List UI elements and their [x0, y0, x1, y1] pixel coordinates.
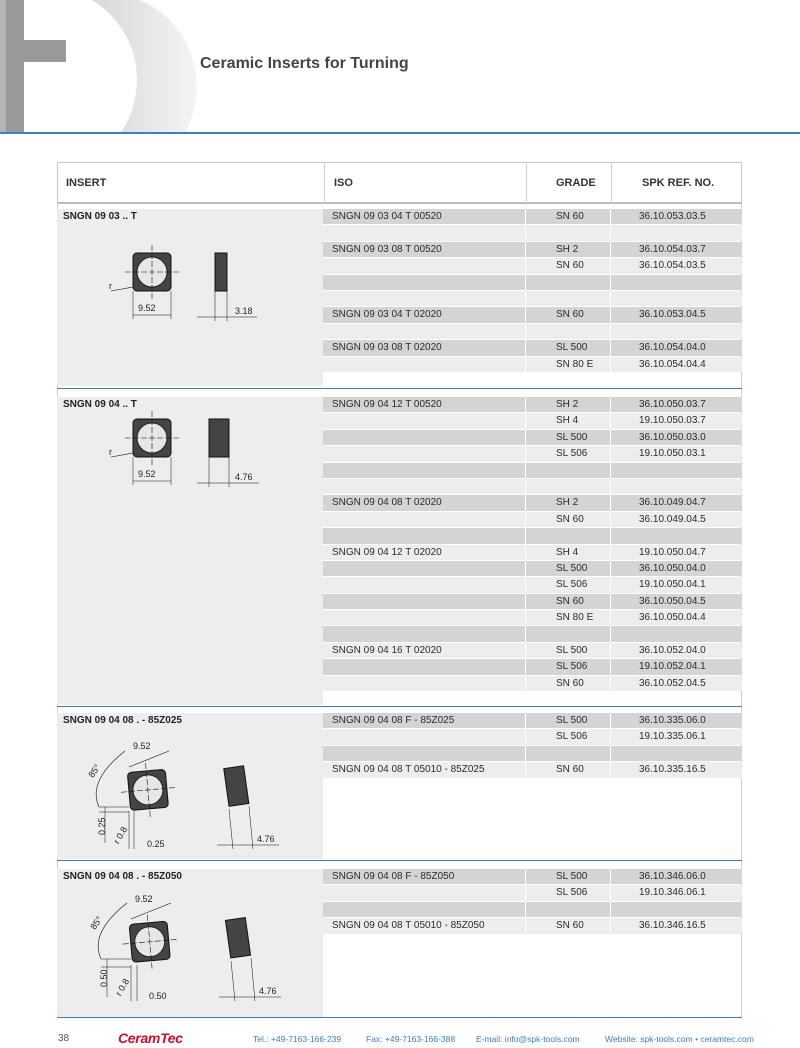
table-row	[323, 307, 742, 323]
insert-rows	[323, 397, 742, 692]
table-row	[323, 463, 742, 479]
iso-cell	[323, 610, 525, 625]
table-row	[323, 918, 742, 934]
ref-cell: 36.10.049.04.7	[611, 495, 742, 510]
chamfer-width-label: 0.50	[149, 991, 167, 1001]
table-row	[323, 397, 742, 413]
table-row	[323, 902, 742, 918]
chamfer-label: 0.50	[99, 969, 109, 987]
grade-cell: SH 4	[526, 413, 610, 428]
grade-cell: SL 506	[526, 577, 610, 592]
table-row	[323, 729, 742, 745]
ref-cell: 36.10.054.04.4	[611, 357, 742, 372]
iso-cell	[323, 528, 525, 543]
thickness-dim-label: 3.18	[235, 306, 253, 316]
radius-label: r	[109, 281, 112, 291]
table-row	[323, 594, 742, 610]
ref-cell: 36.10.052.04.5	[611, 676, 742, 691]
thickness-dim-label: 4.76	[259, 986, 277, 996]
iso-cell: SNGN 09 03 08 T 00520	[323, 242, 525, 257]
grade-cell: SN 80 E	[526, 357, 610, 372]
footer-fax: Fax: +49-7163-166-388	[366, 1034, 456, 1044]
grade-cell: SN 80 E	[526, 610, 610, 625]
table-row	[323, 659, 742, 675]
table-row	[323, 869, 742, 885]
grade-cell	[526, 291, 610, 306]
grade-cell: SH 2	[526, 397, 610, 412]
iso-cell	[323, 626, 525, 641]
table-row	[323, 413, 742, 429]
grade-cell: SN 60	[526, 594, 610, 609]
page-number: 38	[58, 1033, 70, 1044]
chamfer-width-label: 0.25	[147, 839, 165, 849]
ref-cell: 36.10.050.03.0	[611, 430, 742, 445]
iso-cell: SNGN 09 03 04 T 02020	[323, 307, 525, 322]
table-row	[323, 291, 742, 307]
table-row	[323, 528, 742, 544]
grade-cell	[526, 746, 610, 761]
grade-cell: SH 2	[526, 242, 610, 257]
grade-cell: SL 506	[526, 446, 610, 461]
insert-name: SNGN 09 04 08 . - 85Z050	[63, 871, 182, 882]
page-footer	[0, 1030, 800, 1048]
column-grade: GRADE	[556, 177, 596, 189]
iso-cell: SNGN 09 04 08 T 02020	[323, 495, 525, 510]
radius-label: r	[109, 447, 112, 457]
grade-cell: SL 506	[526, 885, 610, 900]
insert-name: SNGN 09 03 .. T	[63, 211, 137, 222]
ref-cell: 19.10.052.04.1	[611, 659, 742, 674]
table-row	[323, 430, 742, 446]
table-row	[323, 209, 742, 225]
grade-cell: SN 60	[526, 512, 610, 527]
table-row	[323, 610, 742, 626]
grade-cell: SL 500	[526, 430, 610, 445]
footer-tel: Tel.: +49-7163-166-239	[253, 1034, 342, 1044]
brand-logo: CeramTec	[118, 1030, 183, 1046]
ref-cell: 36.10.346.16.5	[611, 918, 742, 933]
table-row	[323, 713, 742, 729]
ref-cell: 36.10.050.04.0	[611, 561, 742, 576]
ref-cell: 36.10.053.03.5	[611, 209, 742, 224]
insert-drawing	[97, 407, 297, 527]
table-row	[323, 545, 742, 561]
page-title: Ceramic Inserts for Turning	[200, 55, 409, 72]
grade-cell: SN 60	[526, 258, 610, 273]
ref-cell: 36.10.346.06.0	[611, 869, 742, 884]
insert-drawing	[97, 239, 297, 359]
iso-cell: SNGN 09 04 08 T 05010 - 85Z025	[323, 762, 525, 777]
grade-cell: SL 500	[526, 561, 610, 576]
group-divider	[57, 860, 742, 861]
grade-cell	[526, 324, 610, 339]
iso-cell	[323, 659, 525, 674]
iso-cell	[323, 902, 525, 917]
insert-name: SNGN 09 04 08 . - 85Z025	[63, 715, 182, 726]
iso-cell	[323, 512, 525, 527]
iso-cell: SNGN 09 04 08 F - 85Z025	[323, 713, 525, 728]
iso-cell	[323, 413, 525, 428]
ref-cell: 36.10.054.03.5	[611, 258, 742, 273]
iso-cell	[323, 258, 525, 273]
chamfer-label: 0.25	[97, 817, 107, 835]
group-divider	[57, 1017, 742, 1018]
ref-cell	[611, 479, 742, 494]
column-divider	[611, 163, 612, 203]
ref-cell: 19.10.050.04.7	[611, 545, 742, 560]
grade-cell: SH 4	[526, 545, 610, 560]
ref-cell	[611, 626, 742, 641]
grade-cell: SL 500	[526, 340, 610, 355]
iso-cell	[323, 357, 525, 372]
width-dim-label: 9.52	[138, 303, 156, 313]
ref-cell: 19.10.346.06.1	[611, 885, 742, 900]
grade-cell: SH 2	[526, 495, 610, 510]
page-header	[0, 0, 800, 134]
ref-cell	[611, 275, 742, 290]
column-ref: SPK REF. NO.	[642, 177, 715, 189]
iso-cell: SNGN 09 04 12 T 02020	[323, 545, 525, 560]
grade-cell	[526, 528, 610, 543]
ref-cell	[611, 324, 742, 339]
thickness-dim-label: 4.76	[235, 472, 253, 482]
iso-cell	[323, 479, 525, 494]
iso-cell: SNGN 09 03 08 T 02020	[323, 340, 525, 355]
grade-cell: SN 60	[526, 762, 610, 777]
table-row	[323, 258, 742, 274]
ref-cell	[611, 291, 742, 306]
insert-cell	[57, 713, 323, 859]
insert-rows	[323, 713, 742, 779]
grade-cell: SL 500	[526, 643, 610, 658]
insert-drawing	[77, 885, 297, 1015]
grade-cell	[526, 902, 610, 917]
iso-cell	[323, 275, 525, 290]
ref-cell	[611, 902, 742, 917]
iso-cell	[323, 746, 525, 761]
column-divider	[526, 163, 527, 203]
table-row	[323, 626, 742, 642]
thickness-dim-label: 4.76	[257, 834, 275, 844]
iso-cell	[323, 561, 525, 576]
table-row	[323, 746, 742, 762]
grade-cell	[526, 225, 610, 240]
grade-cell	[526, 626, 610, 641]
column-iso: ISO	[334, 177, 353, 189]
insert-cell	[57, 209, 323, 386]
iso-cell	[323, 291, 525, 306]
grade-cell: SL 506	[526, 659, 610, 674]
ref-cell: 36.10.050.04.4	[611, 610, 742, 625]
iso-cell	[323, 446, 525, 461]
insert-cell	[57, 397, 323, 705]
ref-cell	[611, 463, 742, 478]
iso-cell: SNGN 09 04 12 T 00520	[323, 397, 525, 412]
ref-cell: 36.10.335.16.5	[611, 762, 742, 777]
iso-cell	[323, 676, 525, 691]
table-row	[323, 340, 742, 356]
table-row	[323, 643, 742, 659]
table-row	[323, 324, 742, 340]
ref-cell: 36.10.050.03.7	[611, 397, 742, 412]
table-row	[323, 275, 742, 291]
ref-cell: 36.10.054.04.0	[611, 340, 742, 355]
ref-cell: 36.10.052.04.0	[611, 643, 742, 658]
iso-cell	[323, 594, 525, 609]
header-divider	[0, 132, 800, 134]
angle-label: 85°	[86, 762, 103, 780]
column-divider	[324, 163, 325, 203]
ref-cell: 19.10.050.04.1	[611, 577, 742, 592]
iso-cell: SNGN 09 04 08 F - 85Z050	[323, 869, 525, 884]
grade-cell: SN 60	[526, 209, 610, 224]
group-divider	[57, 706, 742, 707]
ref-cell: 36.10.054.03.7	[611, 242, 742, 257]
insert-drawing	[77, 731, 297, 861]
iso-cell	[323, 463, 525, 478]
iso-cell	[323, 324, 525, 339]
iso-cell	[323, 577, 525, 592]
iso-cell	[323, 430, 525, 445]
ref-cell: 19.10.335.06.1	[611, 729, 742, 744]
ref-cell	[611, 225, 742, 240]
insert-rows	[323, 869, 742, 935]
radius-label: r 0.8	[111, 824, 130, 846]
grade-cell: SL 500	[526, 713, 610, 728]
width-dim-label: 9.52	[138, 469, 156, 479]
table-row	[323, 512, 742, 528]
width-dim-label: 9.52	[133, 741, 151, 751]
table-row	[323, 495, 742, 511]
table-row	[323, 357, 742, 373]
ref-cell	[611, 528, 742, 543]
grade-cell: SN 60	[526, 918, 610, 933]
ref-cell: 36.10.049.04.5	[611, 512, 742, 527]
ref-cell	[611, 746, 742, 761]
column-insert: INSERT	[66, 177, 107, 189]
table-row	[323, 479, 742, 495]
table-row	[323, 885, 742, 901]
ref-cell: 36.10.335.06.0	[611, 713, 742, 728]
grade-cell: SL 506	[526, 729, 610, 744]
table-row	[323, 225, 742, 241]
iso-cell	[323, 225, 525, 240]
angle-label: 85°	[88, 914, 105, 932]
width-dim-label: 9.52	[135, 894, 153, 904]
table-row	[323, 762, 742, 778]
grade-cell	[526, 275, 610, 290]
iso-cell: SNGN 09 04 16 T 02020	[323, 643, 525, 658]
iso-cell: SNGN 09 04 08 T 05010 - 85Z050	[323, 918, 525, 933]
table-row	[323, 561, 742, 577]
iso-cell: SNGN 09 03 04 T 00520	[323, 209, 525, 224]
table-row	[323, 577, 742, 593]
footer-email[interactable]: E-mail: info@spk-tools.com	[476, 1034, 580, 1044]
iso-cell	[323, 885, 525, 900]
insert-rows	[323, 209, 742, 373]
footer-website[interactable]: Website: spk-tools.com • ceramtec.com	[605, 1034, 754, 1044]
table-row	[323, 242, 742, 258]
table-header	[57, 162, 742, 204]
grade-cell: SN 60	[526, 676, 610, 691]
grade-cell	[526, 463, 610, 478]
grade-cell: SN 60	[526, 307, 610, 322]
ref-cell: 36.10.050.04.5	[611, 594, 742, 609]
insert-name: SNGN 09 04 .. T	[63, 399, 137, 410]
iso-cell	[323, 729, 525, 744]
ref-cell: 36.10.053.04.5	[611, 307, 742, 322]
insert-cell	[57, 869, 323, 1017]
ref-cell: 19.10.050.03.1	[611, 446, 742, 461]
ref-cell: 19.10.050.03.7	[611, 413, 742, 428]
grade-cell: SL 500	[526, 869, 610, 884]
grade-cell	[526, 479, 610, 494]
radius-label: r 0.8	[113, 976, 132, 998]
table-row	[323, 676, 742, 692]
table-row	[323, 446, 742, 462]
group-divider	[57, 388, 742, 389]
